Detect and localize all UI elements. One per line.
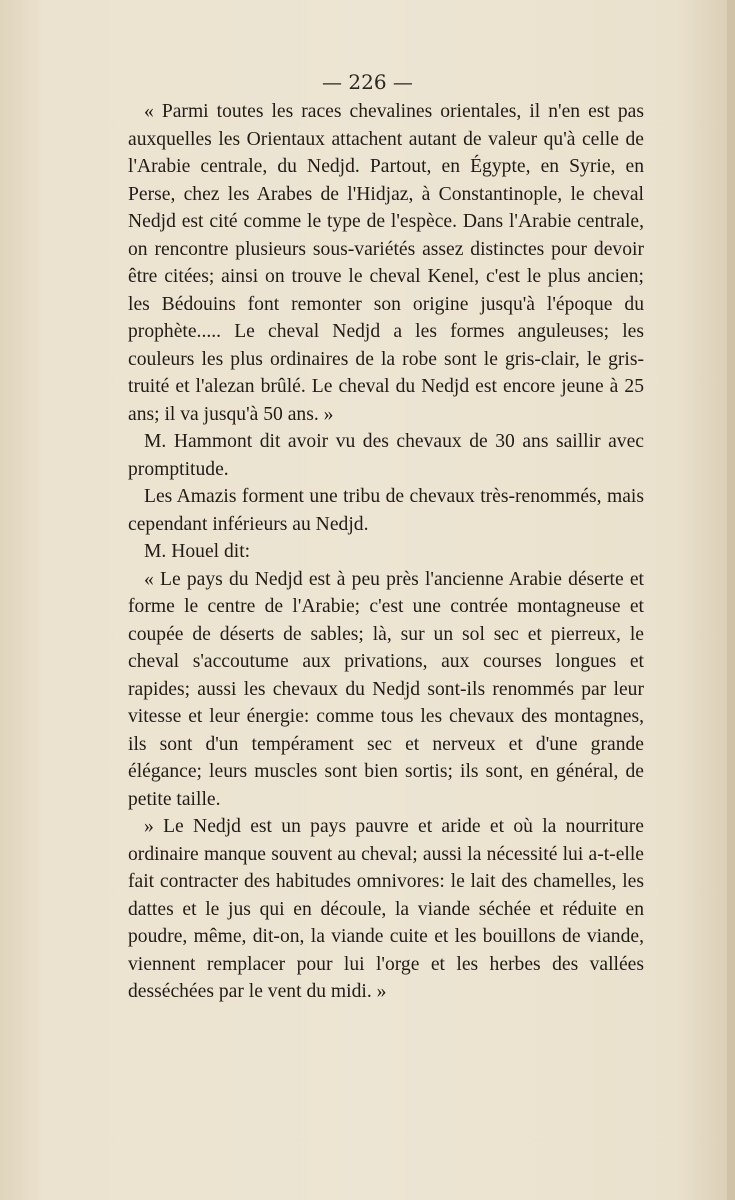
- paragraph-nedjd-country: « Le pays du Nedjd est à peu près l'ancienne Arabie déserte et forme le centre de l'Arabie; c'est une contrée montagneuse et coupée de déserts de sables; là, sur un sol sec et pierreux, le cheval s'accoutume aux privations, aux courses longues et rapides; aussi les chevaux du Nedjd sont-ils renommés par leur vitesse et leur énergie: comme tous les chevaux des montagnes, ils sont d'un tempérament sec et nerveux et d'une grande élégance; leurs muscles sont bien sortis; ils sont, en général, de petite taille.: [128, 568, 644, 810]
- paragraph-nedjd-diet: » Le Nedjd est un pays pauvre et aride et où la nourriture ordinaire manque souvent au cheval; aussi la nécessité lui a-t-elle fait contracter des habitudes omnivores: le lait des chamelles, les dattes et le jus qui en découle, la viande séchée et réduite en poudre, même, dit-on, la viande cuite et les bouillons de viande, viennent remplacer pour lui l'orge et les herbes des vallées desséchées par le vent du midi. »: [128, 816, 644, 1002]
- page-edge: [727, 0, 735, 1200]
- paragraph-hammont: M. Hammont dit avoir vu des chevaux de 30 ans saillir avec promptitude.: [128, 431, 644, 480]
- paragraph-houel-intro: M. Houel dit:: [144, 541, 251, 562]
- body-text: [128, 98, 644, 1006]
- paragraph-nedjd-quote: « Parmi toutes les races chevalines orientales, il n'en est pas auxquelles les Orientaux attachent autant de valeur qu'à celle de l'Arabie centrale, du Nedjd. Partout, en Égypte, en Syrie, en Perse, chez les Arabes de l'Hidjaz, à Constantinople, le cheval Nedjd est cité comme le type de l'espèce. Dans l'Arabie centrale, on rencontre plusieurs sous-variétés assez distinctes pour devoir être citées; ainsi on trouve le cheval Kenel, c'est le plus ancien; les Bédouins font remonter son origine jusqu'à l'époque du prophète..... Le cheval Nedjd a les formes anguleuses; les couleurs les plus ordinaires de la robe sont le gris-clair, le gris-truité et l'alezan brûlé. Le cheval du Nedjd est encore jeune à 25 ans; il va jusqu'à 50 ans. »: [128, 101, 644, 425]
- page-number: — 226 —: [322, 70, 413, 94]
- paragraph-amazis: Les Amazis forment une tribu de chevaux très-renommés, mais cependant inférieurs au Nedjd.: [128, 486, 644, 535]
